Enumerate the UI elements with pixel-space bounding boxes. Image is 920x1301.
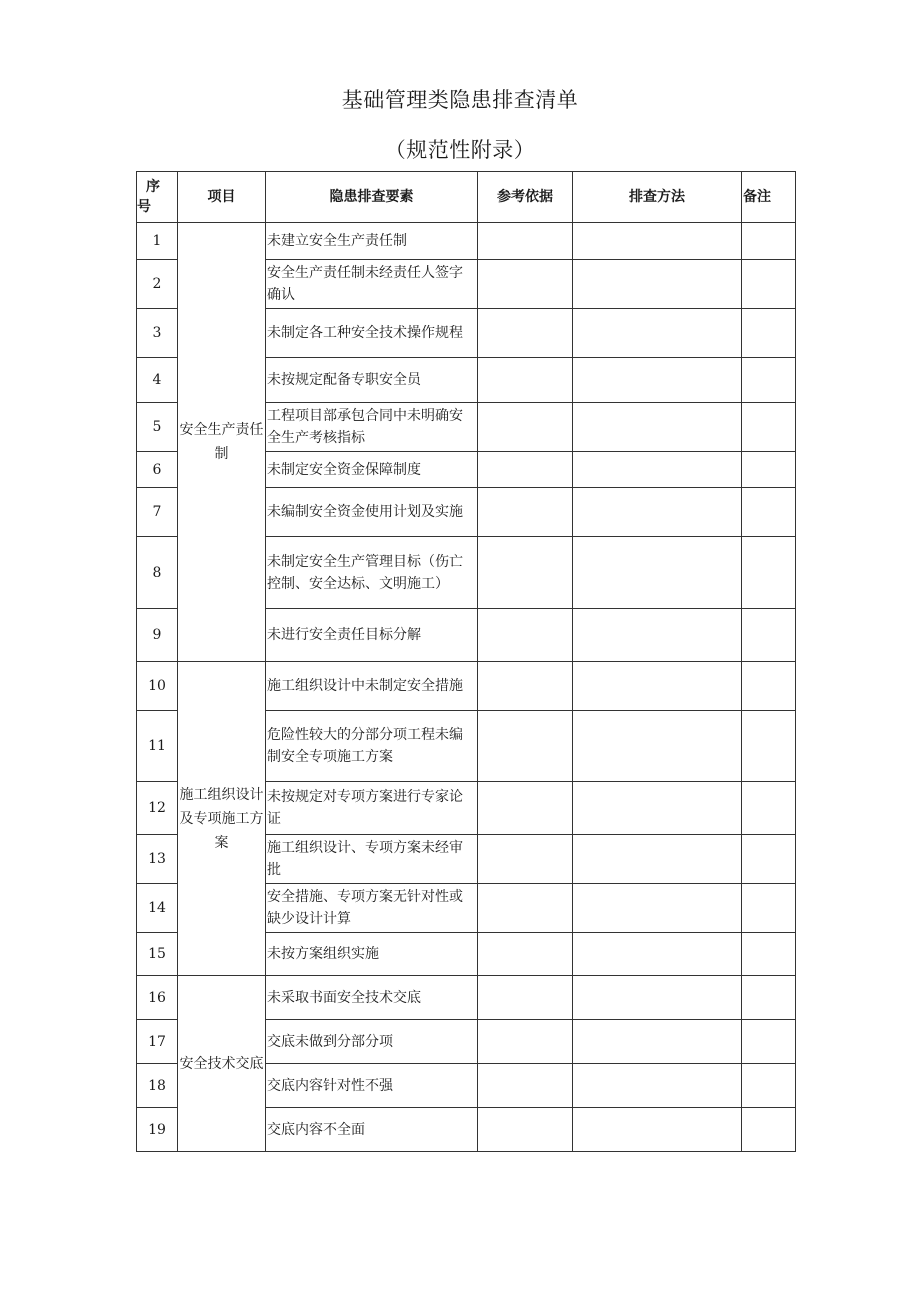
- hazard-checklist-table: [136, 171, 796, 1152]
- row-number: 17: [137, 1020, 178, 1064]
- row-number: 5: [137, 403, 178, 452]
- method-cell: [573, 358, 742, 403]
- row-number: 8: [137, 537, 178, 609]
- method-cell: [573, 782, 742, 835]
- basis-cell: [478, 711, 573, 782]
- hazard-factor-cell: 未进行安全责任目标分解: [266, 609, 478, 662]
- header-item: 项目: [178, 172, 266, 223]
- method-cell: [573, 223, 742, 260]
- basis-cell: [478, 609, 573, 662]
- note-cell: [742, 358, 796, 403]
- basis-cell: [478, 488, 573, 537]
- row-number: 3: [137, 309, 178, 358]
- header-method: 排查方法: [573, 172, 742, 223]
- header-factor: 隐患排查要素: [266, 172, 478, 223]
- table-row: [137, 223, 796, 260]
- table-row: [137, 976, 796, 1020]
- row-number: 18: [137, 1064, 178, 1108]
- row-number: 14: [137, 884, 178, 933]
- note-cell: [742, 537, 796, 609]
- method-cell: [573, 1064, 742, 1108]
- row-number: 4: [137, 358, 178, 403]
- note-cell: [742, 488, 796, 537]
- row-number: 19: [137, 1108, 178, 1152]
- basis-cell: [478, 358, 573, 403]
- row-number: 2: [137, 260, 178, 309]
- method-cell: [573, 1108, 742, 1152]
- row-number: 10: [137, 662, 178, 711]
- method-cell: [573, 711, 742, 782]
- method-cell: [573, 452, 742, 488]
- header-basis: 参考依据: [478, 172, 573, 223]
- row-number: 15: [137, 933, 178, 976]
- basis-cell: [478, 835, 573, 884]
- row-number: 16: [137, 976, 178, 1020]
- note-cell: [742, 976, 796, 1020]
- method-cell: [573, 976, 742, 1020]
- basis-cell: [478, 782, 573, 835]
- row-number: 9: [137, 609, 178, 662]
- hazard-factor-cell: 未按规定配备专职安全员: [266, 358, 478, 403]
- header-note: 备注: [742, 172, 796, 223]
- document-title: 基础管理类隐患排查清单: [341, 88, 579, 112]
- method-cell: [573, 884, 742, 933]
- note-cell: [742, 835, 796, 884]
- note-cell: [742, 403, 796, 452]
- header-no-line1: 序: [146, 179, 160, 195]
- basis-cell: [478, 223, 573, 260]
- hazard-factor-cell: 安全措施、专项方案无针对性或缺少设计计算: [266, 884, 478, 933]
- note-cell: [742, 782, 796, 835]
- category-cell: 安全技术交底: [178, 976, 266, 1152]
- basis-cell: [478, 1108, 573, 1152]
- hazard-factor-cell: 未制定安全生产管理目标（伤亡控制、安全达标、文明施工）: [266, 537, 478, 609]
- hazard-factor-cell: 安全生产责任制未经责任人签字确认: [266, 260, 478, 309]
- method-cell: [573, 403, 742, 452]
- document-subtitle: （规范性附录）: [384, 138, 536, 162]
- hazard-factor-cell: 交底未做到分部分项: [266, 1020, 478, 1064]
- hazard-factor-cell: 未建立安全生产责任制: [266, 223, 478, 260]
- hazard-factor-cell: 施工组织设计中未制定安全措施: [266, 662, 478, 711]
- note-cell: [742, 309, 796, 358]
- row-number: 12: [137, 782, 178, 835]
- category-cell: 安全生产责任制: [178, 223, 266, 662]
- row-number: 7: [137, 488, 178, 537]
- hazard-factor-cell: 工程项目部承包合同中未明确安全生产考核指标: [266, 403, 478, 452]
- row-number: 13: [137, 835, 178, 884]
- row-number: 11: [137, 711, 178, 782]
- method-cell: [573, 1020, 742, 1064]
- basis-cell: [478, 1020, 573, 1064]
- basis-cell: [478, 452, 573, 488]
- method-cell: [573, 933, 742, 976]
- hazard-factor-cell: 施工组织设计、专项方案未经审批: [266, 835, 478, 884]
- method-cell: [573, 609, 742, 662]
- basis-cell: [478, 537, 573, 609]
- hazard-factor-cell: 未采取书面安全技术交底: [266, 976, 478, 1020]
- note-cell: [742, 1020, 796, 1064]
- method-cell: [573, 537, 742, 609]
- basis-cell: [478, 260, 573, 309]
- hazard-factor-cell: 未制定各工种安全技术操作规程: [266, 309, 478, 358]
- note-cell: [742, 452, 796, 488]
- note-cell: [742, 711, 796, 782]
- basis-cell: [478, 662, 573, 711]
- hazard-factor-cell: 未按方案组织实施: [266, 933, 478, 976]
- note-cell: [742, 223, 796, 260]
- hazard-factor-cell: 交底内容不全面: [266, 1108, 478, 1152]
- hazard-factor-cell: 未编制安全资金使用计划及实施: [266, 488, 478, 537]
- hazard-factor-cell: 未制定安全资金保障制度: [266, 452, 478, 488]
- note-cell: [742, 260, 796, 309]
- hazard-factor-cell: 危险性较大的分部分项工程未编制安全专项施工方案: [266, 711, 478, 782]
- note-cell: [742, 609, 796, 662]
- header-no-line2: 号: [137, 199, 151, 215]
- note-cell: [742, 1108, 796, 1152]
- hazard-factor-cell: 未按规定对专项方案进行专家论证: [266, 782, 478, 835]
- table-row: [137, 662, 796, 711]
- hazard-factor-cell: 交底内容针对性不强: [266, 1064, 478, 1108]
- header-no: [137, 172, 178, 223]
- note-cell: [742, 884, 796, 933]
- note-cell: [742, 933, 796, 976]
- method-cell: [573, 662, 742, 711]
- table-header-row: [137, 172, 796, 223]
- method-cell: [573, 488, 742, 537]
- basis-cell: [478, 884, 573, 933]
- method-cell: [573, 309, 742, 358]
- note-cell: [742, 1064, 796, 1108]
- basis-cell: [478, 933, 573, 976]
- basis-cell: [478, 403, 573, 452]
- basis-cell: [478, 1064, 573, 1108]
- method-cell: [573, 835, 742, 884]
- row-number: 6: [137, 452, 178, 488]
- category-cell: 施工组织设计及专项施工方案: [178, 662, 266, 976]
- note-cell: [742, 662, 796, 711]
- basis-cell: [478, 309, 573, 358]
- basis-cell: [478, 976, 573, 1020]
- row-number: 1: [137, 223, 178, 260]
- method-cell: [573, 260, 742, 309]
